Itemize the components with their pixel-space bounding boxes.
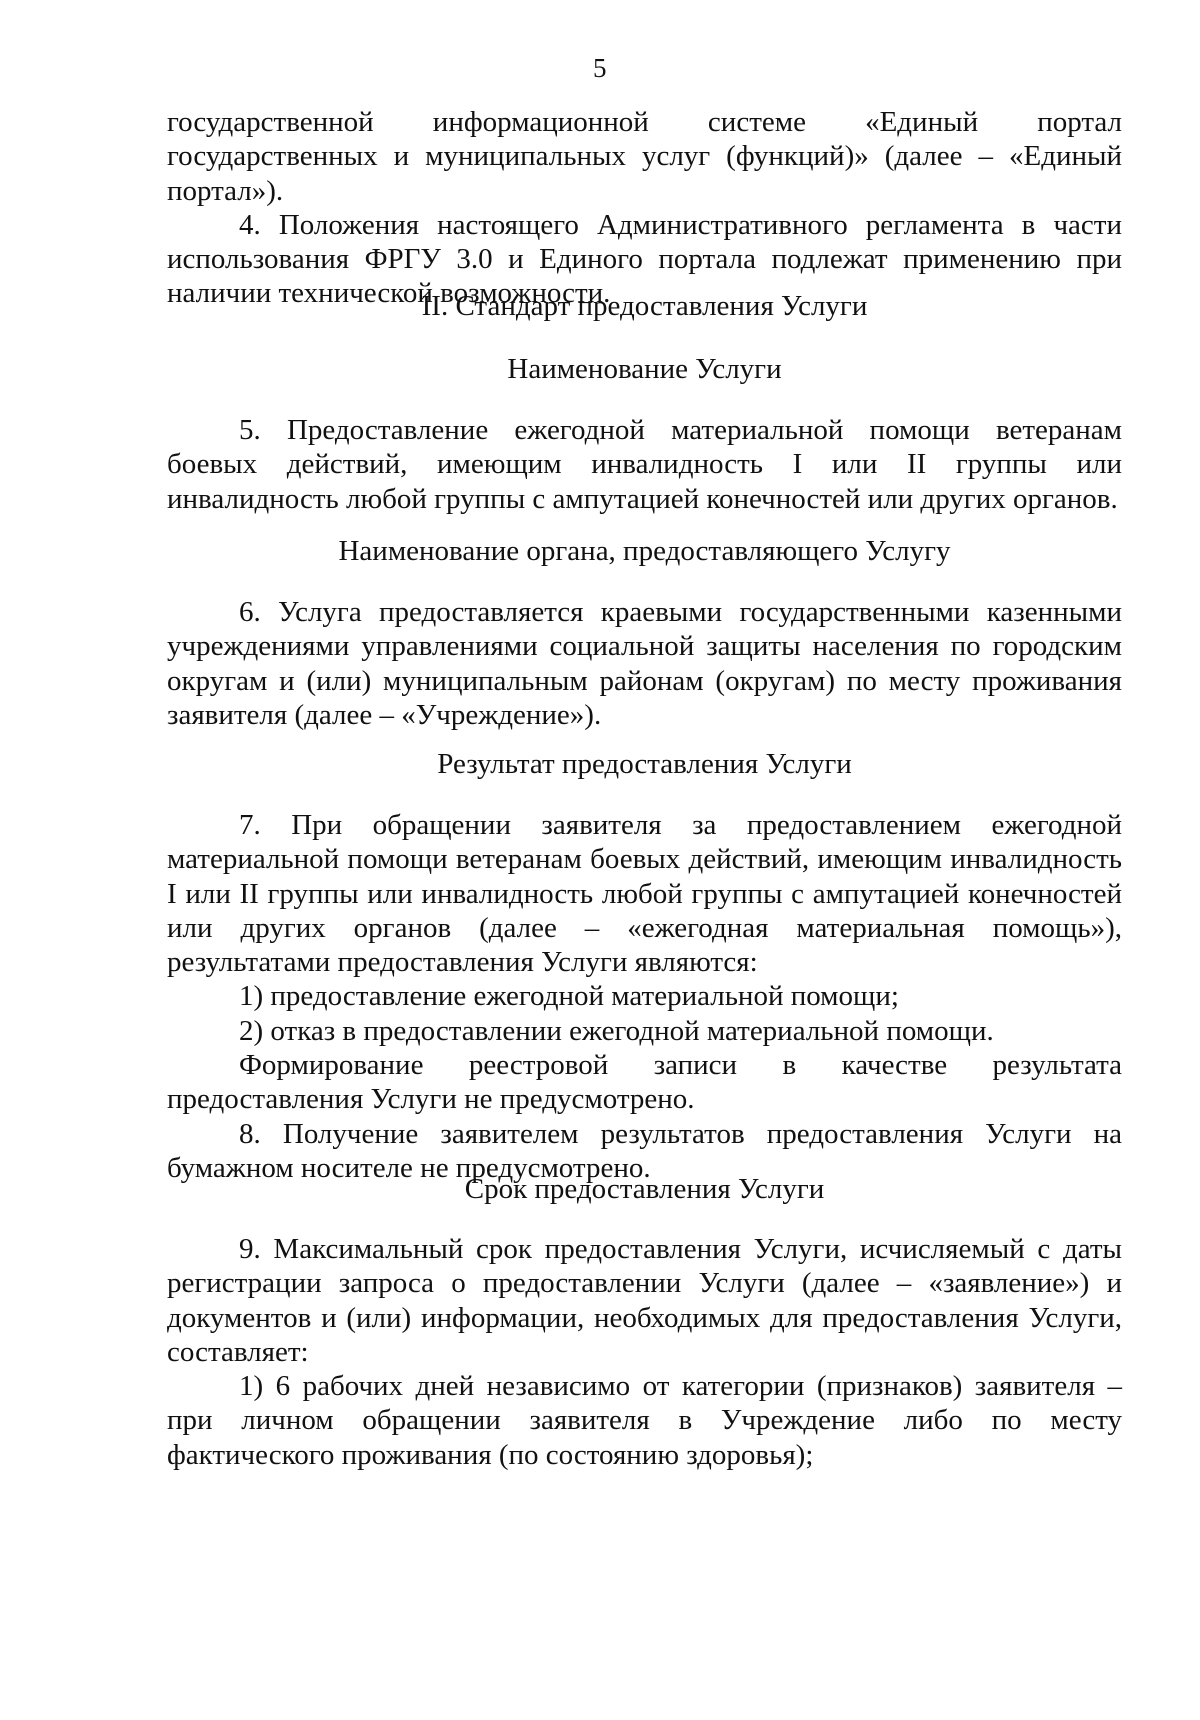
paragraph-8: 8. Получение заявителем результатов предоставления Услуги на бумажном носителе не предусмотрено. [167, 1117, 1122, 1184]
paragraph-7-section [167, 808, 1122, 1185]
subheading-organ: Наименование органа, предоставляющего Услугу [338, 535, 951, 567]
paragraph-9-item-1: 1) 6 рабочих дней независимо от категории (признаков) заявителя – при личном обращении заявителя в Учреждение либо по месту фактического проживания (по состоянию здоровья); [167, 1370, 1122, 1471]
paragraph-6: 6. Услуга предоставляется краевыми государственными казенными учреждениями управлениями социальной защиты населения по городским округам и (или) муниципальным районам (округам) по месту проживания заявителя (далее – «Учреждение»). [167, 596, 1122, 731]
paragraph-6-section [167, 595, 1122, 732]
section-heading-standard: II. Стандарт предоставления Услуги [421, 290, 868, 322]
paragraph-9: 9. Максимальный срок предоставления Услуги, исчисляемый с даты регистрации запроса о предоставлении Услуги (далее – «заявление») и документов и (или) информации, необходимых для предоставления Услуги, составляет: [167, 1233, 1122, 1368]
page-number: 5 [593, 53, 607, 83]
subheading-service-name: Наименование Услуги [507, 353, 782, 385]
paragraph-7-note: Формирование реестровой записи в качестве результата предоставления Услуги не предусмотрено. [167, 1049, 1122, 1116]
subheading-term: Срок предоставления Услуги [464, 1173, 825, 1205]
paragraph-4: 4. Положения настоящего Административного регламента в части использования ФРГУ 3.0 и Единого портала подлежат применению при наличии технической возможности. [167, 208, 1122, 310]
list-item-1: 1) предоставление ежегодной материальной помощи; [239, 980, 899, 1013]
paragraph-7: 7. При обращении заявителя за предоставлением ежегодной материальной помощи ветеранам боевых действий, имеющим инвалидность I или II группы или инвалидность любой группы с ампутацией конечностей или других органов (далее – «ежегодная материальная помощь»), результатами предоставления Услуги являются: [167, 809, 1122, 979]
subheading-result: Результат предоставления Услуги [437, 748, 852, 780]
list-item-2: 2) отказ в предоставлении ежегодной материальной помощи. [239, 1014, 994, 1047]
intro-section [167, 105, 1122, 311]
paragraph-5: 5. Предоставление ежегодной материальной помощи ветеранам боевых действий, имеющим инвалидность I или II группы или инвалидность любой группы с ампутацией конечностей или других органов. [167, 414, 1122, 515]
paragraph-9-section [167, 1232, 1122, 1472]
paragraph-5-section [167, 413, 1122, 516]
paragraph-portal-continuation: государственной информационной системе «Единый портал государственных и муниципальных услуг (функций)» (далее – «Единый портал»). [167, 106, 1122, 207]
